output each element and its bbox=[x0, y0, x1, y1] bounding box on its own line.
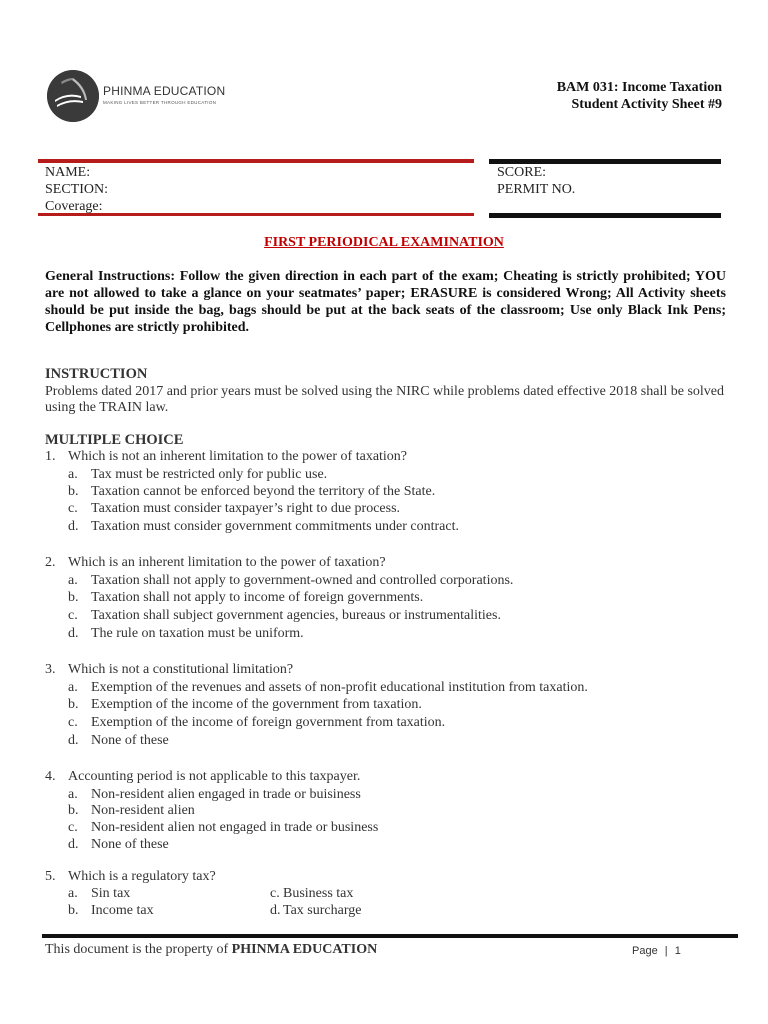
option-letter: d. bbox=[68, 733, 79, 748]
option-text: Non-resident alien not engaged in trade or business bbox=[91, 820, 379, 835]
option-letter: c. bbox=[68, 501, 78, 516]
option-letter: a. bbox=[68, 573, 78, 588]
option-letter: b. bbox=[68, 484, 79, 499]
option-letter: a. bbox=[68, 787, 78, 802]
option-text: Taxation shall not apply to income of foreign governments. bbox=[91, 590, 424, 605]
option-5a bbox=[68, 886, 130, 902]
option-3b bbox=[68, 697, 422, 713]
footer-rule bbox=[42, 934, 738, 938]
question-number: 3. bbox=[45, 662, 56, 677]
question-number: 4. bbox=[45, 769, 56, 784]
course-title: BAM 031: Income Taxation bbox=[556, 80, 722, 95]
question-3 bbox=[45, 662, 293, 678]
option-letter: c. bbox=[68, 608, 78, 623]
option-4b bbox=[68, 803, 195, 819]
question-text: Which is not an inherent limitation to the power of taxation? bbox=[68, 449, 408, 464]
option-text: None of these bbox=[91, 733, 169, 748]
option-1a bbox=[68, 467, 327, 483]
option-letter: d. bbox=[68, 837, 79, 852]
option-4a bbox=[68, 787, 361, 803]
page-number bbox=[632, 945, 681, 957]
option-text: Exemption of the income of foreign government from taxation. bbox=[91, 715, 446, 730]
option-1b bbox=[68, 484, 435, 500]
permit-label: PERMIT NO. bbox=[497, 182, 576, 197]
option-letter: b. bbox=[68, 590, 79, 605]
option-1d bbox=[68, 519, 459, 535]
option-text: Taxation shall not apply to government-owned and controlled corporations. bbox=[91, 573, 514, 588]
option-text: Taxation must consider taxpayer’s right to due process. bbox=[91, 501, 401, 516]
option-letter: c. bbox=[68, 715, 78, 730]
phinma-logo bbox=[47, 70, 226, 122]
question-number: 5. bbox=[45, 869, 56, 884]
black-rule-bottom bbox=[489, 213, 721, 218]
option-3a bbox=[68, 680, 588, 696]
sheet-title: Student Activity Sheet #9 bbox=[571, 97, 722, 112]
option-text: Tax surcharge bbox=[283, 903, 362, 918]
coverage-label: Coverage: bbox=[45, 199, 103, 214]
option-text: Non-resident alien bbox=[91, 803, 195, 818]
option-letter: d. bbox=[270, 903, 281, 918]
exam-title: FIRST PERIODICAL EXAMINATION bbox=[264, 235, 504, 250]
option-text: The rule on taxation must be uniform. bbox=[91, 626, 304, 641]
score-label: SCORE: bbox=[497, 165, 547, 180]
multiple-choice-heading: MULTIPLE CHOICE bbox=[45, 432, 184, 448]
option-text: Exemption of the income of the government from taxation. bbox=[91, 697, 422, 712]
question-text: Which is an inherent limitation to the power of taxation? bbox=[68, 555, 386, 570]
question-2 bbox=[45, 555, 386, 571]
option-letter: a. bbox=[68, 467, 78, 482]
option-text: Business tax bbox=[283, 886, 354, 901]
option-5b bbox=[68, 903, 154, 919]
question-text: Which is not a constitutional limitation? bbox=[68, 662, 294, 677]
option-text: Taxation shall subject government agencies, bureaus or instrumentalities. bbox=[91, 608, 501, 623]
student-info bbox=[45, 164, 108, 215]
option-letter: b. bbox=[68, 697, 79, 712]
footer-ownership bbox=[45, 942, 377, 958]
option-letter: c. bbox=[68, 820, 78, 835]
option-3c bbox=[68, 715, 445, 731]
option-letter: d. bbox=[68, 519, 79, 534]
general-instructions: General Instructions: Follow the given direction in each part of the exam; Cheating is strictly prohibited; YOU are not allowed to take a glance on your seatmates’ paper; ERASURE is considered Wrong; All Activity sheets should be put inside the bag, bags should be put at the back seats of the classroom; Use only Black Ink Pens; Cellphones are strictly prohibited. bbox=[45, 269, 726, 335]
option-2a bbox=[68, 573, 513, 589]
option-4d bbox=[68, 837, 169, 853]
option-text: Sin tax bbox=[91, 886, 131, 901]
option-letter: b. bbox=[68, 903, 79, 918]
option-letter: d. bbox=[68, 626, 79, 641]
question-number: 1. bbox=[45, 449, 56, 464]
option-5c bbox=[270, 886, 353, 902]
footer-prefix: This document is the property of bbox=[45, 942, 229, 957]
course-block bbox=[557, 79, 722, 113]
logo-tagline: MAKING LIVES BETTER THROUGH EDUCATION bbox=[103, 100, 217, 105]
option-text: Tax must be restricted only for public use. bbox=[91, 467, 328, 482]
option-letter: c. bbox=[270, 886, 280, 901]
instruction-heading: INSTRUCTION bbox=[45, 366, 148, 382]
red-rule-top bbox=[38, 159, 474, 163]
option-text: Taxation cannot be enforced beyond the territory of the State. bbox=[91, 484, 436, 499]
instruction-text: Problems dated 2017 and prior years must be solved using the NIRC while problems dated effective 2018 shall be solved using the TRAIN law. bbox=[45, 384, 724, 415]
option-1c bbox=[68, 501, 400, 517]
option-2c bbox=[68, 608, 501, 624]
question-1 bbox=[45, 449, 407, 465]
page-label: Page bbox=[632, 945, 658, 957]
page-value: 1 bbox=[674, 945, 681, 957]
logo-emblem-icon bbox=[47, 70, 99, 122]
question-number: 2. bbox=[45, 555, 56, 570]
name-label: NAME: bbox=[45, 165, 91, 180]
option-3d bbox=[68, 733, 169, 749]
footer-owner: PHINMA EDUCATION bbox=[231, 942, 378, 957]
option-text: Income tax bbox=[91, 903, 154, 918]
option-2d bbox=[68, 626, 304, 642]
page-separator: | bbox=[664, 945, 668, 957]
option-5d bbox=[270, 903, 361, 919]
logo-brand-text: PHINMA EDUCATION bbox=[103, 84, 226, 98]
question-text: Accounting period is not applicable to this taxpayer. bbox=[68, 769, 361, 784]
question-text: Which is a regulatory tax? bbox=[68, 869, 216, 884]
option-4c bbox=[68, 820, 378, 836]
score-info bbox=[497, 164, 575, 198]
option-2b bbox=[68, 590, 423, 606]
option-text: Exemption of the revenues and assets of non-profit educational institution from taxation. bbox=[91, 680, 588, 695]
option-letter: b. bbox=[68, 803, 79, 818]
option-letter: a. bbox=[68, 886, 78, 901]
option-text: None of these bbox=[91, 837, 169, 852]
option-text: Non-resident alien engaged in trade or buisiness bbox=[91, 787, 361, 802]
question-4 bbox=[45, 769, 360, 785]
question-5 bbox=[45, 869, 216, 885]
option-text: Taxation must consider government commitments under contract. bbox=[91, 519, 459, 534]
section-label: SECTION: bbox=[45, 182, 108, 197]
option-letter: a. bbox=[68, 680, 78, 695]
